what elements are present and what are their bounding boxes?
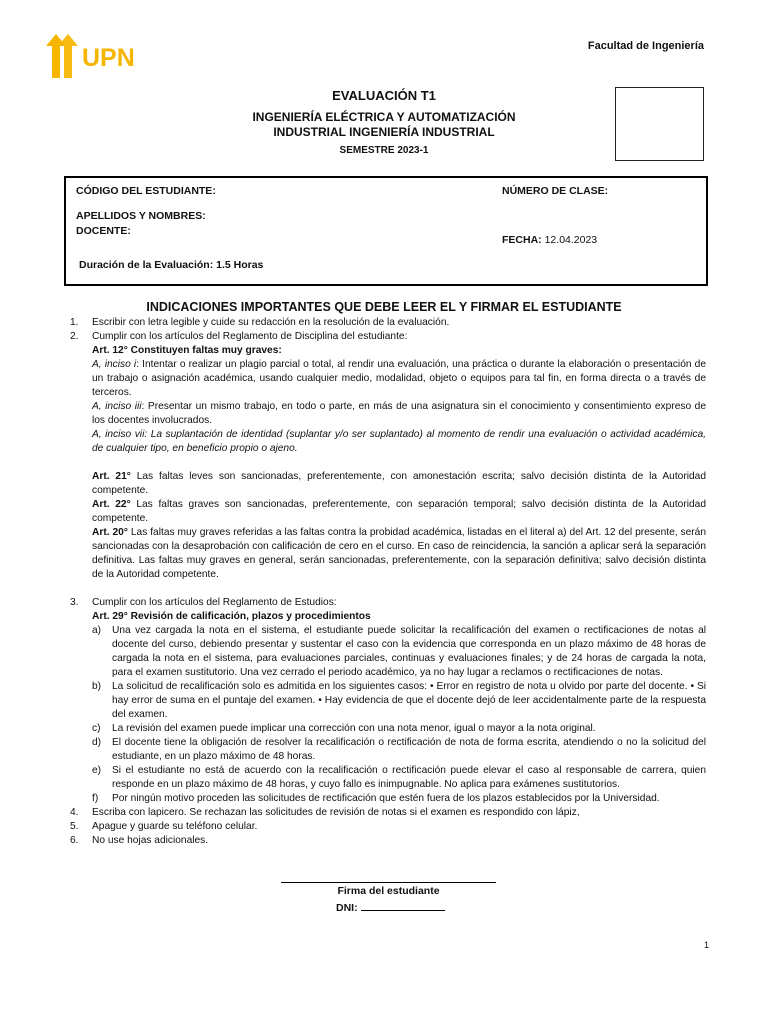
item-text: Si el estudiante no está de acuerdo con la recalificación o rectificación puede elevar el caso al responsable de carrera, quien responde en un plazo máximo de 48 horas, y cuyo fallo es inimpugnable. No aplica para exámenes sustitutorios. bbox=[112, 765, 706, 790]
art21 bbox=[70, 470, 706, 498]
article-label: Art. 22° bbox=[92, 499, 131, 510]
incise-text: : Intentar o realizar un plagio parcial o total, al rendir una evaluación, una práctica o durante la elaboración o presentación de un trabajo o asignación académica, usando cualquier medio, modalidad, objeto o equipos para tal fin, en forma directa o a través de terceros. bbox=[92, 359, 706, 398]
student-code-label: CÓDIGO DEL ESTUDIANTE: bbox=[76, 185, 216, 197]
art20 bbox=[70, 526, 706, 582]
art22 bbox=[70, 498, 706, 526]
item-text: Por ningún motivo proceden las solicitudes de rectificación que estén fuera de los plazos establecidos por la Universidad. bbox=[112, 793, 660, 804]
item-text: Apague y guarde su teléfono celular. bbox=[92, 821, 258, 832]
art29-title: Art. 29° Revisión de calificación, plazos y procedimientos bbox=[92, 611, 371, 622]
instructions-heading: INDICACIONES IMPORTANTES QUE DEBE LEER EL Y FIRMAR EL ESTUDIANTE bbox=[146, 300, 622, 314]
item-text: Cumplir con los artículos del Reglamento de Disciplina del estudiante: bbox=[92, 331, 408, 342]
item-text: Escriba con lapicero. Se rechazan las solicitudes de revisión de notas si el examen es respondido con lápiz, bbox=[92, 807, 580, 818]
incise-text: : Presentar un mismo trabajo, en todo o parte, en más de una asignatura sin el conocimiento y consentimiento expreso de los docentes involucrados. bbox=[92, 401, 706, 426]
art12-incise-i bbox=[70, 358, 706, 400]
article-text: Las faltas muy graves referidas a las faltas contra la probidad académica, listadas en el literal a) del Art. 12 del presente, serán sancionadas con la desaprobación con calificación de cero en el curso. En caso de reincidencia, la sanción a aplicar será la separación definitiva. Las faltas muy graves en general, serán sancionadas, preferentemente, con la separación definitiva; salvo decisión distinta de la Autoridad competente. bbox=[92, 527, 706, 580]
art12-incise-vii: A, inciso vii: La suplantación de identidad (suplantar y/o ser suplantado) al momento de rendir una evaluación o actividad académica, de cualquier tipo, en beneficio propio o ajeno. bbox=[92, 429, 706, 454]
dni-input-line[interactable] bbox=[361, 901, 445, 911]
faculty-name: Facultad de Ingeniería bbox=[587, 40, 704, 52]
signature-label: Firma del estudiante bbox=[337, 885, 440, 897]
photo-box bbox=[615, 87, 704, 161]
page-number: 1 bbox=[704, 940, 710, 950]
list-item: 4. Escriba con lapicero. Se rechazan las solicitudes de revisión de notas si el examen es respondido con lápiz, bbox=[70, 806, 706, 820]
list-item: c) La revisión del examen puede implicar una corrección con una nota menor, igual o mayor a la nota original. bbox=[92, 722, 706, 736]
item-text: Escribir con letra legible y cuide su redacción en la resolución de la evaluación. bbox=[92, 317, 450, 328]
item-text: El docente tiene la obligación de resolver la recalificación o rectificación de nota de forma escrita, atendiendo o no la solicitud del estudiante, en un plazo máximo de 48 horas. bbox=[112, 737, 706, 762]
duration: Duración de la Evaluación: 1.5 Horas bbox=[79, 259, 264, 271]
list-item: 1. Escribir con letra legible y cuide su redacción en la resolución de la evaluación. bbox=[70, 316, 706, 330]
names-label: APELLIDOS Y NOMBRES: bbox=[76, 210, 206, 222]
list-item: a) Una vez cargada la nota en el sistema, el estudiante puede solicitar la recalificación del examen o rectificaciones de notas al docente del curso, debiendo presentar y sustentar el caso con la evidencia que corresponda en un plazo máximo de 48 horas de cargada la nota en el sistema, para evaluaciones parciales, continuas y evaluaciones finales; y de 24 horas de cargada la nota, para el examen sustitutorio. Una vez cerrado el periodo académico, ya no hay lugar a reclamos o rectificaciones de notas. bbox=[92, 625, 706, 678]
signature-line[interactable] bbox=[281, 882, 496, 883]
exam-title: EVALUACIÓN T1 bbox=[332, 88, 436, 103]
program-line-1: INGENIERÍA ELÉCTRICA Y AUTOMATIZACIÓN bbox=[252, 110, 516, 124]
list-item: 5. Apague y guarde su teléfono celular. bbox=[70, 820, 706, 834]
incise-label: A, inciso i bbox=[92, 359, 137, 370]
list-item: e) Si el estudiante no está de acuerdo con la recalificación o rectificación puede elevar el caso al responsable de carrera, quien responde en un plazo máximo de 48 horas, y cuyo fallo es inimpugnable. No aplica para exámenes sustitutorios. bbox=[92, 765, 706, 790]
teacher-label: DOCENTE: bbox=[76, 225, 131, 237]
date-field bbox=[502, 234, 597, 246]
student-info-box bbox=[64, 176, 708, 286]
item-text: La revisión del examen puede implicar una corrección con una nota menor, igual o mayor a la nota original. bbox=[112, 723, 596, 734]
item-text: Cumplir con los artículos del Reglamento de Estudios: bbox=[92, 597, 337, 608]
list-item: 6. No use hojas adicionales. bbox=[70, 834, 706, 848]
dni-field bbox=[336, 901, 445, 914]
list-item: f) Por ningún motivo proceden las solicitudes de rectificación que estén fuera de los plazos establecidos por la Universidad. bbox=[92, 792, 706, 806]
upn-logo bbox=[44, 32, 148, 80]
incise-label: A, inciso iii bbox=[92, 401, 142, 412]
class-number-label: NÚMERO DE CLASE: bbox=[502, 185, 609, 197]
list-item: 2. Cumplir con los artículos del Reglamento de Disciplina del estudiante: bbox=[70, 330, 706, 344]
instructions-list bbox=[70, 316, 706, 848]
art12-title: Art. 12° Constituyen faltas muy graves: bbox=[92, 345, 282, 356]
date-value: 12.04.2023 bbox=[544, 234, 598, 246]
article-text: Las faltas leves son sancionadas, preferentemente, con amonestación escrita; salvo decisión distinta de la Autoridad competente. bbox=[92, 471, 706, 496]
list-item: d) El docente tiene la obligación de resolver la recalificación o rectificación de nota de forma escrita, atendiendo o no la solicitud del estudiante, en un plazo máximo de 48 horas. bbox=[92, 737, 706, 762]
item-text: Una vez cargada la nota en el sistema, el estudiante puede solicitar la recalificación del examen o rectificaciones de notas al docente del curso, debiendo presentar y sustentar el caso con la evidencia que corresponda en un plazo máximo de 48 horas de cargada la nota en el sistema, para evaluaciones parciales, continuas y evaluaciones finales; y de 24 horas de cargada la nota, para el examen sustitutorio. Una vez cerrado el periodo académico, ya no hay lugar a reclamos o rectificaciones de notas. bbox=[112, 625, 706, 678]
dni-label: DNI: bbox=[336, 902, 358, 914]
art12-incise-iii bbox=[70, 400, 706, 428]
date-label: FECHA: bbox=[502, 234, 542, 246]
list-item: 3. Cumplir con los artículos del Reglamento de Estudios: bbox=[70, 596, 706, 610]
article-label: Art. 21° bbox=[92, 471, 131, 482]
program-line-2: INDUSTRIAL INGENIERÍA INDUSTRIAL bbox=[273, 125, 495, 139]
item-text: No use hojas adicionales. bbox=[92, 835, 209, 846]
semester: SEMESTRE 2023-1 bbox=[339, 145, 429, 156]
logo-text: UPN bbox=[82, 44, 135, 72]
list-item: b) La solicitud de recalificación solo es admitida en los siguientes casos: • Error en registro de nota u olvido por parte del docente. • Si hay error de suma en el puntaje del examen. • Hay evidencia de que el docente dejó de leer accidentalmente parte de la respuesta del examen. bbox=[92, 681, 706, 720]
article-label: Art. 20° bbox=[92, 527, 128, 538]
item-text: La solicitud de recalificación solo es admitida en los siguientes casos: • Error en registro de nota u olvido por parte del docente. • Si hay error de suma en el puntaje del examen. • Hay evidencia de que el docente dejó de leer accidentalmente parte de la respuesta del examen. bbox=[112, 681, 706, 720]
article-text: Las faltas graves son sancionadas, preferentemente, con separación temporal; salvo decisión distinta de la Autoridad competente. bbox=[92, 499, 706, 524]
art29-list bbox=[70, 624, 706, 806]
